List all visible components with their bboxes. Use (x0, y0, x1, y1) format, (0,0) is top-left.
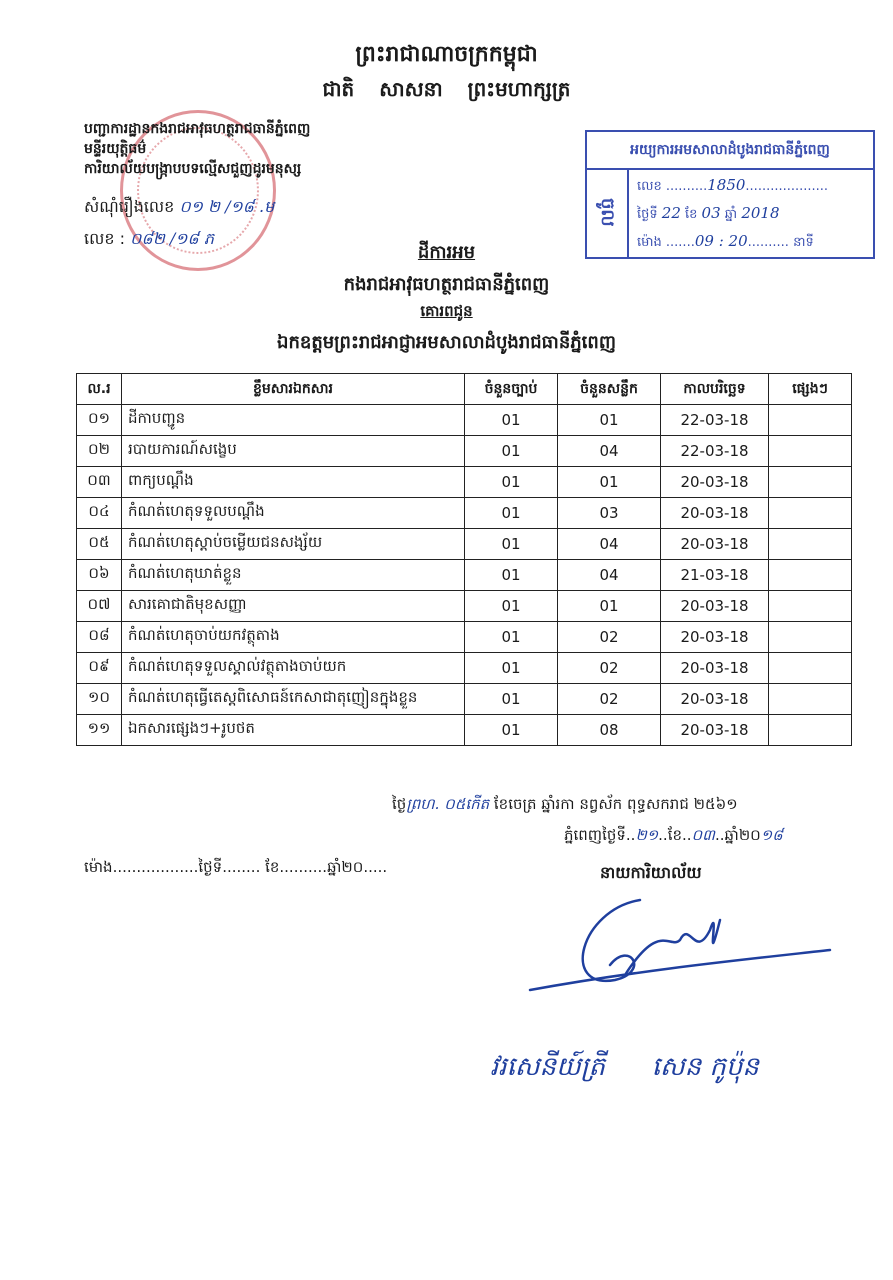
office-title: នាយការិយាល័យ (600, 863, 702, 882)
cell-other (769, 405, 852, 436)
cell-no: ០៣ (77, 467, 122, 498)
cell-sheets: 01 (558, 467, 661, 498)
cell-other (769, 560, 852, 591)
no-label: លេខ (84, 229, 115, 248)
cell-date: 20-03-18 (661, 715, 769, 746)
cell-no: ០៨ (77, 622, 122, 653)
stamp-year-value: 2018 (741, 204, 780, 222)
cell-sheets: 04 (558, 436, 661, 467)
cell-no: ០៤ (77, 498, 122, 529)
receipt-line: ម៉ោង..................ថ្ងៃទី........ ខែ..........ឆ្នាំ២០..... (84, 858, 388, 876)
cell-content: ពាក្យបណ្តឹង (122, 467, 465, 498)
cell-content: កំណត់ហេតុទទួលស្គាល់វត្ថុតាងចាប់យក (122, 653, 465, 684)
cell-other (769, 653, 852, 684)
cell-no: ០៥ (77, 529, 122, 560)
cell-other (769, 591, 852, 622)
stamp-side-label: ចូល (587, 168, 629, 257)
stamp-month-value: 03 (701, 204, 721, 222)
table-row (77, 591, 852, 622)
cell-date: 20-03-18 (661, 498, 769, 529)
cell-other (769, 498, 852, 529)
stamp-number-value: 1850 (707, 176, 746, 194)
cell-content: សារគោជាតិមុខសញ្ញា (122, 591, 465, 622)
city-date-day: ២១ (635, 826, 659, 844)
stamp-number-label: លេខ (637, 179, 662, 194)
stamp-day-value: 22 (661, 204, 681, 222)
cell-other (769, 684, 852, 715)
lunar-rest: ខែចេត្រ ឆ្នាំរកា នព្វស័ក ពុទ្ធសករាជ ២៥៦១ (493, 795, 738, 813)
city-date-month-label: ខែ (667, 826, 682, 844)
cell-sheets: 08 (558, 715, 661, 746)
col-header-copies: ចំនួនច្បាប់ (465, 374, 558, 405)
lunar-handwritten: ព្រហ. ០៥កើត (406, 795, 494, 813)
documents-table (76, 373, 852, 746)
from-unit: កងរាជអាវុធហត្ថរាជធានីភ្នំពេញ (343, 274, 550, 295)
col-header-content: ខ្លឹមសារឯកសារ (122, 374, 465, 405)
cell-no: ១០ (77, 684, 122, 715)
cell-date: 22-03-18 (661, 405, 769, 436)
cell-date: 20-03-18 (661, 622, 769, 653)
cell-no: ១១ (77, 715, 122, 746)
cell-date: 20-03-18 (661, 684, 769, 715)
table-row (77, 529, 852, 560)
col-header-date: កាលបរិច្ឆេទ (661, 374, 769, 405)
cell-content: របាយការណ៍សង្ខេប (122, 436, 465, 467)
cell-sheets: 04 (558, 529, 661, 560)
case-value: ០១ ២ /១៨ .ម (179, 197, 275, 216)
stamp-year-label: ឆ្នាំ (724, 207, 738, 222)
stamp-row-time: ម៉ោង .......09 : 20.......... នាទី (637, 232, 814, 250)
cell-no: ០៩ (77, 653, 122, 684)
col-header-sheets: ចំនួនសន្លឹក (558, 374, 661, 405)
cell-copies: 01 (465, 498, 558, 529)
stamp-month-label: ខែ (685, 207, 698, 222)
table-row (77, 560, 852, 591)
table-row (77, 436, 852, 467)
reference-number: លេខ : ០៨២ /១៨ ភ (84, 229, 214, 248)
cell-sheets: 02 (558, 622, 661, 653)
issuer-line-1: បញ្ជាការដ្ឋានកងរាជអាវុធហត្ថរាជធានីភ្នំពេញ (84, 121, 311, 137)
signer-fullname: សេន កូប៉ុន (651, 1052, 759, 1082)
stamp-time-label: ម៉ោង (637, 235, 662, 250)
cell-content: ដីកាបញ្ជូន (122, 405, 465, 436)
cell-copies: 01 (465, 684, 558, 715)
cell-no: ០១ (77, 405, 122, 436)
cell-copies: 01 (465, 467, 558, 498)
issuer-line-3: ការិយាល័យបង្ក្រាបបទល្មើសជួញដូរមនុស្ស (84, 161, 302, 177)
cell-sheets: 01 (558, 405, 661, 436)
stamp-title: អយ្យការអមសាលាដំបូងរាជធានីភ្នំពេញ (587, 132, 873, 170)
lunar-date-line (392, 795, 738, 817)
stamp-row-date (637, 204, 780, 225)
document-type: ដីការអម (417, 242, 476, 263)
city-date-month: ០៣ (691, 826, 715, 844)
signature-icon (520, 880, 840, 1010)
kingdom-heading: ព្រះរាជាណាចក្រកម្ពុជា (355, 42, 538, 67)
case-number (84, 196, 274, 220)
cell-copies: 01 (465, 529, 558, 560)
lunar-prefix: ថ្ងៃ (392, 795, 407, 813)
table-row (77, 405, 852, 436)
stamp-time-value: 09 : 20 (694, 232, 748, 250)
cell-copies: 01 (465, 560, 558, 591)
cell-copies: 01 (465, 622, 558, 653)
city-date-year-label: ឆ្នាំ២០ (724, 826, 761, 844)
cell-no: ០២ (77, 436, 122, 467)
cell-date: 20-03-18 (661, 591, 769, 622)
city-date-prefix: ភ្នំពេញថ្ងៃទី (564, 826, 626, 844)
motto-heading: ជាតិ សាសនា ព្រះមហាក្សត្រ (322, 77, 571, 101)
cell-copies: 01 (465, 715, 558, 746)
cell-copies: 01 (465, 653, 558, 684)
cell-copies: 01 (465, 405, 558, 436)
table-row (77, 715, 852, 746)
cell-sheets: 04 (558, 560, 661, 591)
issuer-line-2: មន្ទីរយុត្តិធម៌ (84, 141, 147, 157)
stamp-row-number: លេខ ..........1850.................... (637, 176, 829, 194)
cell-date: 22-03-18 (661, 436, 769, 467)
cell-copies: 01 (465, 591, 558, 622)
cell-no: ០៧ (77, 591, 122, 622)
stamp-day-label: ថ្ងៃទី (637, 207, 658, 222)
cell-content: កំណត់ហេតុទទួលបណ្តឹង (122, 498, 465, 529)
cell-date: 20-03-18 (661, 529, 769, 560)
cell-other (769, 529, 852, 560)
table-row (77, 653, 852, 684)
case-label: សំណុំរឿងលេខ (84, 197, 175, 216)
city-date-year: ១៨ (760, 826, 783, 844)
no-value: ០៨២ /១៨ ភ (130, 229, 214, 248)
cell-content: កំណត់ហេតុឃាត់ខ្លួន (122, 560, 465, 591)
cell-content: ឯកសារផ្សេងៗ+រូបថត (122, 715, 465, 746)
signer-name (490, 1050, 759, 1088)
stamp-time-suffix: នាទី (793, 235, 814, 250)
cell-other (769, 715, 852, 746)
cell-date: 20-03-18 (661, 467, 769, 498)
recipient: ឯកឧត្តមព្រះរាជអាជ្ញាអមសាលាដំបូងរាជធានីភ្នំពេញ (277, 332, 616, 353)
cell-content: កំណត់ហេតុចាប់យកវត្ថុតាង (122, 622, 465, 653)
cell-date: 20-03-18 (661, 653, 769, 684)
cell-sheets: 01 (558, 591, 661, 622)
cell-other (769, 436, 852, 467)
cell-other (769, 467, 852, 498)
table-row (77, 498, 852, 529)
table-row (77, 467, 852, 498)
col-header-no: ល.រ (77, 374, 122, 405)
city-date-line: ភ្នំពេញថ្ងៃទី..២១..ខែ..០៣..ឆ្នាំ២០១៨ (564, 826, 783, 844)
to-label: គោរពជូន (420, 302, 473, 320)
cell-sheets: 03 (558, 498, 661, 529)
col-header-other: ផ្សេងៗ (769, 374, 852, 405)
cell-sheets: 02 (558, 684, 661, 715)
cell-sheets: 02 (558, 653, 661, 684)
cell-no: ០៦ (77, 560, 122, 591)
cell-date: 21-03-18 (661, 560, 769, 591)
signer-rank: វរសេនីយ៍ត្រី (490, 1052, 606, 1082)
table-row (77, 684, 852, 715)
table-header-row (77, 374, 852, 405)
table-row (77, 622, 852, 653)
cell-content: កំណត់ហេតុស្តាប់ចម្លើយជនសង្ស័យ (122, 529, 465, 560)
cell-other (769, 622, 852, 653)
cell-content: កំណត់ហេតុធ្វើតេស្តពិសោធន៍កេសាជាតុញៀនក្នុងខ្លួន (122, 684, 465, 715)
cell-copies: 01 (465, 436, 558, 467)
